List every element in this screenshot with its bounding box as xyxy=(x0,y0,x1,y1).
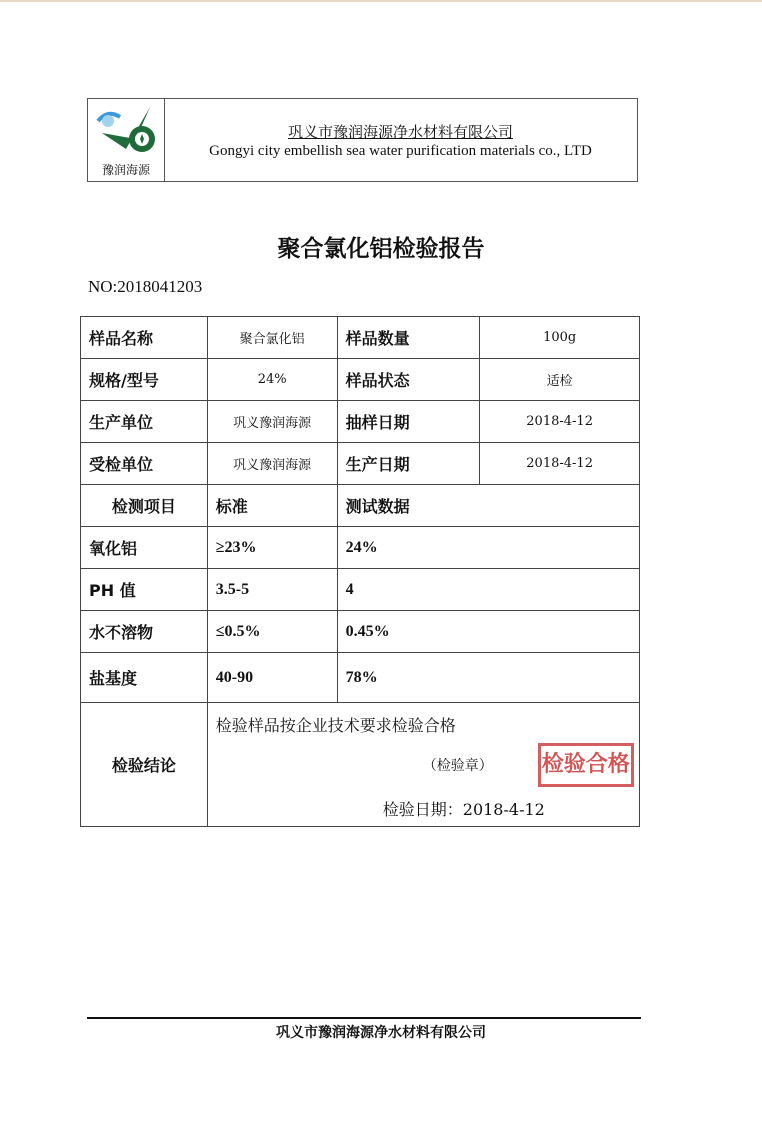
inspection-stamp xyxy=(538,743,634,787)
test-data: 78% xyxy=(337,653,639,703)
company-logo xyxy=(88,99,165,181)
value: 2018-4-12 xyxy=(480,443,640,485)
test-data: 0.45% xyxy=(337,611,639,653)
label: 样品状态 xyxy=(337,359,480,401)
company-name-en: Gongyi city embellish sea water purification materials co., LTD xyxy=(209,143,592,159)
header-standard: 标准 xyxy=(207,485,337,527)
test-item: 水不溶物 xyxy=(81,611,208,653)
report-title: 聚合氯化铝检验报告 xyxy=(277,236,485,262)
test-row xyxy=(81,653,640,703)
table-row xyxy=(81,443,640,485)
conclusion-cell xyxy=(207,703,639,827)
logo-icon xyxy=(88,99,164,159)
conclusion-label: 检验结论 xyxy=(81,703,208,827)
test-item: 氧化铝 xyxy=(81,527,208,569)
value: 24% xyxy=(207,359,337,401)
footer-company: 巩义市豫润海源净水材料有限公司 xyxy=(276,1025,486,1041)
test-standard: 40-90 xyxy=(207,653,337,703)
report-table xyxy=(80,316,640,827)
test-item: 盐基度 xyxy=(81,653,208,703)
test-row xyxy=(81,611,640,653)
test-data: 24% xyxy=(337,527,639,569)
label: 规格/型号 xyxy=(81,359,208,401)
test-row xyxy=(81,527,640,569)
report-number: NO:2018041203 xyxy=(88,277,203,296)
top-border xyxy=(0,0,762,2)
test-standard: 3.5-5 xyxy=(207,569,337,611)
value: 适检 xyxy=(480,359,640,401)
label: 生产单位 xyxy=(81,401,208,443)
test-data: 4 xyxy=(337,569,639,611)
inspection-date: 检验日期：2018-4-12 xyxy=(382,800,545,819)
logo-text: 豫润海源 xyxy=(101,163,150,177)
table-row xyxy=(81,359,640,401)
letterhead xyxy=(87,98,638,182)
conclusion-row xyxy=(81,703,640,827)
header-item: 检测项目 xyxy=(81,485,208,527)
label: 抽样日期 xyxy=(337,401,480,443)
footer-divider xyxy=(87,1017,641,1019)
test-header-row xyxy=(81,485,640,527)
company-name-cn: 巩义市豫润海源净水材料有限公司 xyxy=(287,123,513,141)
label: 样品名称 xyxy=(81,317,208,359)
test-standard: ≥23% xyxy=(207,527,337,569)
test-standard: ≤0.5% xyxy=(207,611,337,653)
value: 2018-4-12 xyxy=(480,401,640,443)
table-row xyxy=(81,317,640,359)
conclusion-text: 检验样品按企业技术要求检验合格 xyxy=(215,716,456,735)
seal-label: （检验章） xyxy=(422,758,493,774)
value: 巩义豫润海源 xyxy=(207,443,337,485)
header-data: 测试数据 xyxy=(337,485,639,527)
table-row xyxy=(81,401,640,443)
label: 受检单位 xyxy=(81,443,208,485)
label: 生产日期 xyxy=(337,443,480,485)
value: 聚合氯化铝 xyxy=(207,317,337,359)
label: 样品数量 xyxy=(337,317,480,359)
value: 100g xyxy=(480,317,640,359)
value: 巩义豫润海源 xyxy=(207,401,337,443)
test-item: PH 值 xyxy=(81,569,208,611)
test-row xyxy=(81,569,640,611)
stamp-text: 检验合格 xyxy=(541,752,630,777)
